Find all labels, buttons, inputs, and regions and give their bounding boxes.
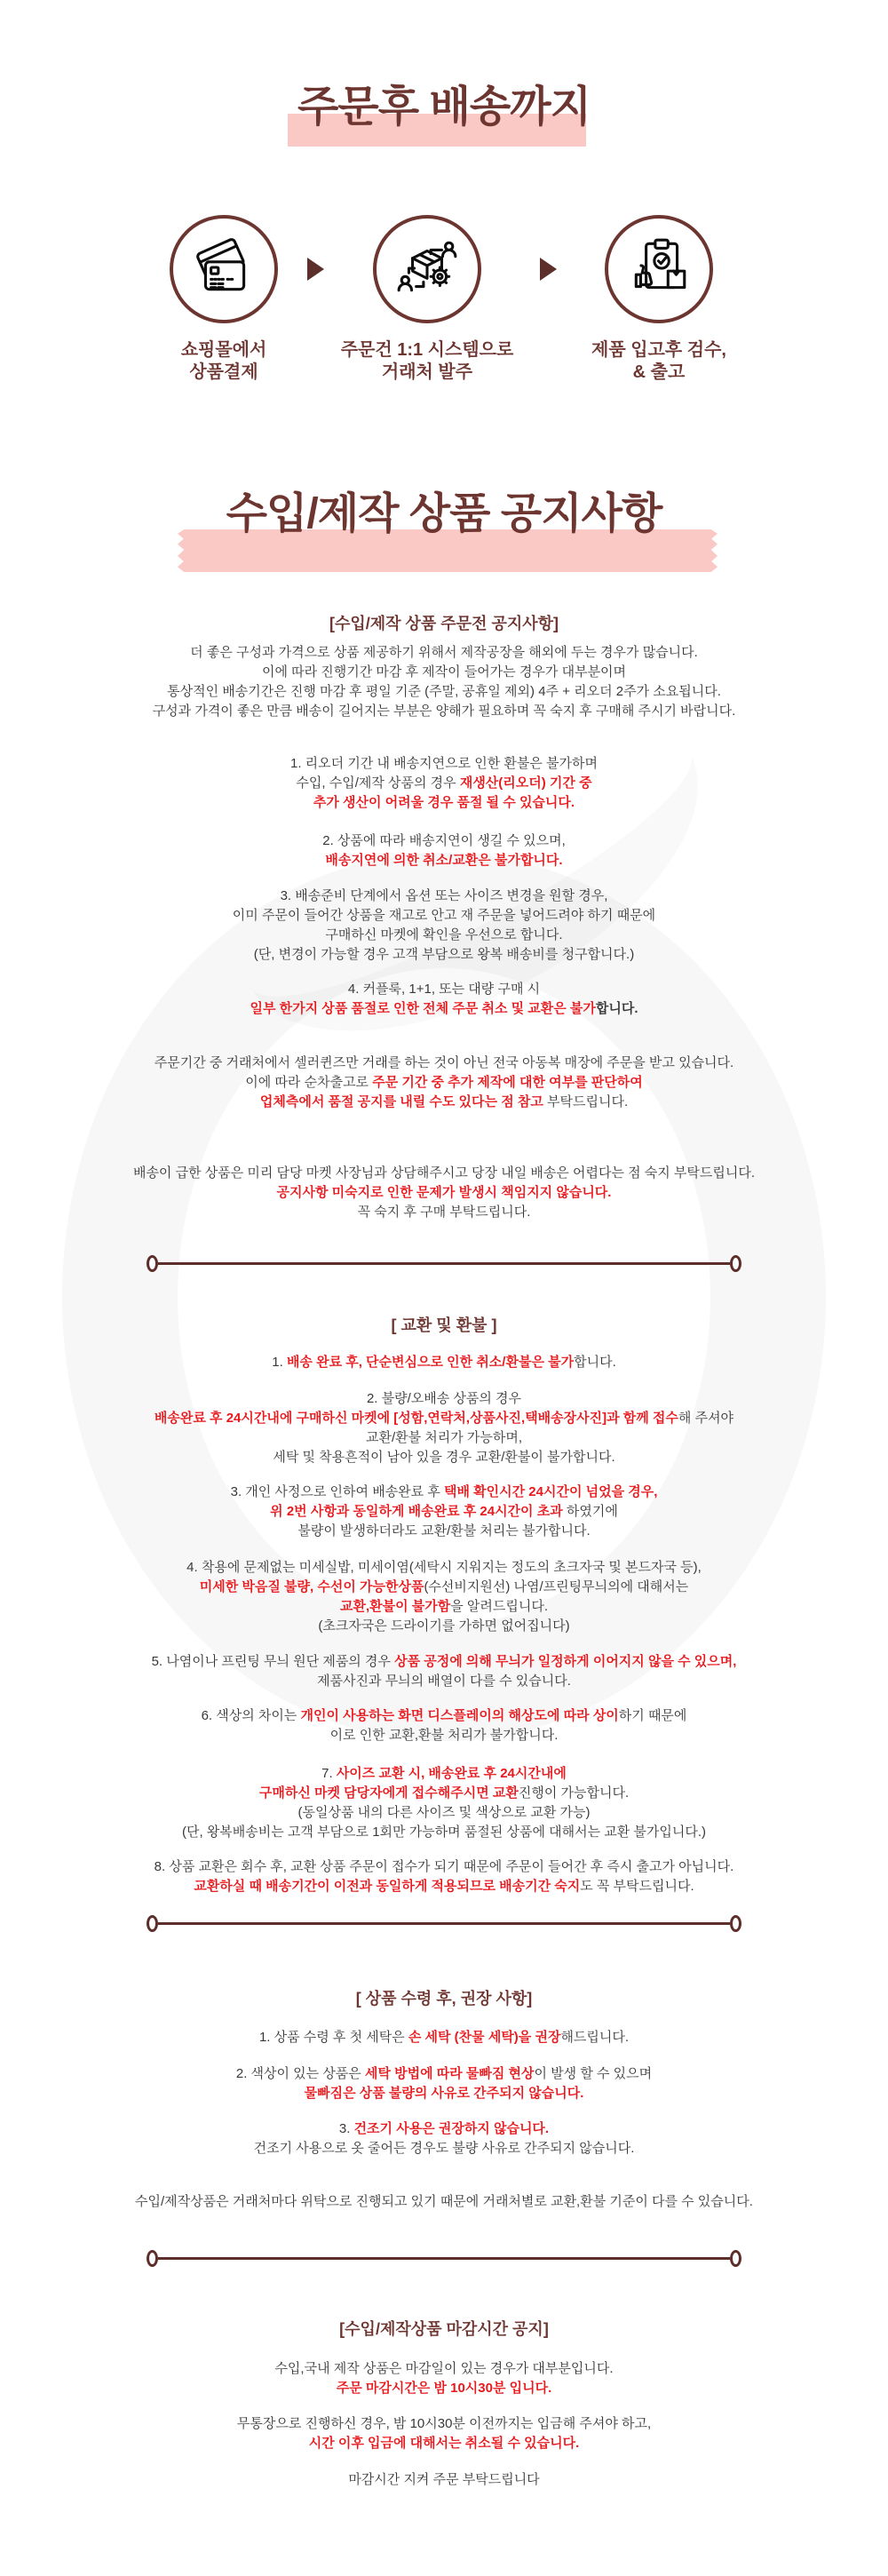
text-line — [0, 1784, 888, 1803]
text-segment: (동일상품 내의 다른 사이즈 및 색상으로 교환 가능) — [297, 1805, 591, 1820]
text-segment: 제품사진과 무늬의 배열이 다를 수 있습니다. — [317, 1674, 571, 1689]
text-line — [0, 1428, 888, 1448]
emphasis-text: 배송 완료 후, 단순변심으로 인한 취소/환불은 불가 — [286, 1355, 575, 1370]
text-line — [0, 2470, 888, 2490]
emphasis-text: 교환하실 때 배송기간이 이전과 동일하게 적용되므로 배송기간 숙지 — [194, 1879, 581, 1894]
emphasis-text: 주문 기간 중 추가 제작에 대한 여부를 판단하여 — [372, 1075, 643, 1090]
emphasis-text: 상품 공정에 의해 무늬가 일정하게 이어지지 않을 수 있으며, — [394, 1654, 737, 1669]
exchange-item-2 — [0, 1389, 888, 1467]
text-segment: 수입/제작상품은 거래처마다 위탁으로 진행되고 있기 때문에 거래처별로 교환,환불 기준이 다를 수 있습니다. — [135, 2194, 753, 2209]
divider-line — [158, 2257, 730, 2260]
care-item-1 — [0, 2028, 888, 2047]
deadline-note-1 — [0, 2359, 888, 2398]
text-line — [0, 1389, 888, 1409]
text-segment: 부탁드립니다. — [543, 1094, 629, 1109]
emphasis-text: 주문 마감시간은 밤 10시30분 입니다. — [336, 2381, 552, 2396]
pre-order-item-1 — [0, 754, 888, 813]
text-line — [0, 1093, 888, 1112]
emphasis-text: 사이즈 교환 시, 배송완료 후 24시간내에 — [336, 1766, 567, 1781]
text-segment: (단, 왕복배송비는 고객 부담으로 1회만 가능하며 품절된 상품에 대해서는 교환 불가입니다.) — [182, 1825, 706, 1840]
text-segment: 이미 주문이 들어간 상품을 재고로 안고 재 주문을 넣어드려야 하기 때문에 — [232, 908, 656, 923]
text-segment: 2. 불량/오배송 상품의 경우 — [366, 1391, 522, 1406]
emphasis-text: 구매하신 마켓 담당자에게 접수해주시면 교환 — [258, 1785, 519, 1801]
text-segment: 통상적인 배송기간은 진행 마감 후 평일 기준 (주말, 공휴일 제외) 4주 + 리오더 2주가 소요됩니다. — [167, 684, 721, 699]
text-segment: 구성과 가격이 좋은 만큼 배송이 길어지는 부분은 양해가 필요하며 꼭 숙지 후 구매해 주시기 바랍니다. — [152, 704, 736, 719]
text-segment: 1. 리오더 기간 내 배송지연으로 인한 환불은 불가하며 — [290, 756, 598, 771]
deadline-header: [수입/제작상품 마감시간 공지] — [339, 2320, 549, 2338]
exchange-refund-header: [ 교환 및 환불 ] — [391, 1316, 497, 1334]
text-line — [0, 1823, 888, 1842]
text-segment: 4. 커플룩, 1+1, 또는 대량 구매 시 — [347, 982, 541, 997]
caption-line: 상품결제 — [189, 362, 258, 382]
text-line — [0, 1483, 888, 1502]
section-divider — [147, 1254, 741, 1272]
text-line — [0, 2379, 888, 2398]
text-line — [0, 2028, 888, 2047]
section-divider — [147, 2249, 741, 2267]
text-line — [0, 682, 888, 702]
text-line — [0, 1726, 888, 1745]
text-line — [0, 1164, 888, 1183]
text-line — [0, 2139, 888, 2159]
text-segment: (단, 변경이 가능할 경우 고객 부담으로 왕복 배송비를 청구합니다.) — [253, 947, 635, 962]
divider-ring-icon — [147, 1915, 158, 1932]
text-segment: 이에 따라 순차출고로 — [245, 1075, 373, 1090]
emphasis-text: 배송완료 후 24시간내에 구매하신 마켓에 [성함,연락처,상품사진,택배송장사진]과 함께 접수 — [154, 1411, 678, 1426]
exchange-item-8 — [0, 1857, 888, 1896]
deadline-note-3 — [0, 2470, 888, 2490]
divider-ring-icon — [147, 2250, 158, 2267]
text-line — [0, 1597, 888, 1617]
caption-line: & 출고 — [632, 362, 686, 382]
caption-line: 주문건 1:1 시스템으로 — [340, 340, 514, 360]
text-line — [0, 2064, 888, 2084]
caption-line: 제품 입고후 검수, — [591, 340, 726, 360]
text-line — [0, 643, 888, 663]
text-line — [0, 906, 888, 926]
text-segment: 세탁 및 착용흔적이 남아 있을 경우 교환/환불이 불가합니다. — [273, 1450, 615, 1465]
text-line — [0, 1877, 888, 1896]
text-line — [0, 1857, 888, 1877]
text-segment: 수입,국내 제작 상품은 마감일이 있는 경우가 대부분입니다. — [274, 2361, 614, 2376]
text-line — [0, 999, 888, 1019]
text-line — [0, 1617, 888, 1636]
text-line — [0, 945, 888, 965]
emphasis-text: 개인이 사용하는 화면 디스플레이의 해상도에 따라 상이 — [300, 1708, 619, 1723]
text-line — [0, 1672, 888, 1691]
text-segment: 건조기 사용으로 옷 줄어든 경우도 불량 사유로 간주되지 않습니다. — [253, 2141, 635, 2156]
care-item-3 — [0, 2119, 888, 2159]
text-line — [0, 886, 888, 906]
text-segment: 불량이 발생하더라도 교환/환불 처리는 불가합니다. — [297, 1523, 591, 1538]
text-line — [0, 754, 888, 774]
text-segment: 4. 착용에 문제없는 미세실밥, 미세이염(세탁시 지워지는 정도의 초크자국 및 본드자국 등), — [186, 1560, 702, 1575]
text-line — [0, 1353, 888, 1372]
text-line — [0, 793, 888, 813]
emphasis-text: 손 세탁 (찬물 세탁)을 권장 — [408, 2030, 561, 2045]
emphasis-text: 추가 생산이 어려울 경우 품절 될 수 있습니다. — [313, 795, 575, 810]
emphasis-text: 재생산(리오더) 기간 중 — [459, 775, 592, 791]
exchange-item-7 — [0, 1764, 888, 1842]
emphasis-text: 시간 이후 입금에 대해서는 취소될 수 있습니다. — [308, 2436, 580, 2451]
text-line — [0, 1073, 888, 1093]
emphasis-text: 교환,환불이 불가함 — [339, 1599, 451, 1614]
divider-line — [158, 1922, 730, 1925]
text-segment: 구매하신 마켓에 확인을 우선으로 합니다. — [325, 927, 563, 942]
text-segment: 5. 나염이나 프린팅 무늬 원단 제품의 경우 — [151, 1654, 395, 1669]
pre-order-item-2 — [0, 831, 888, 871]
text-line — [0, 2359, 888, 2379]
text-segment: 합니다. — [595, 1001, 638, 1016]
section-divider — [147, 1914, 741, 1932]
text-segment: 3. — [338, 2121, 354, 2136]
text-line — [0, 980, 888, 999]
after-receipt-header: [ 상품 수령 후, 권장 사항] — [355, 1990, 533, 2008]
text-line — [0, 1183, 888, 1203]
text-line — [0, 831, 888, 851]
text-segment: 2. 색상이 있는 상품은 — [235, 2066, 365, 2081]
exchange-item-5 — [0, 1652, 888, 1691]
text-line — [0, 1203, 888, 1222]
emphasis-text: 택배 확인시간 24시간이 넘었을 경우, — [444, 1484, 658, 1499]
text-line — [0, 1409, 888, 1428]
text-segment: 7. — [321, 1766, 337, 1781]
text-line — [0, 2192, 888, 2212]
text-line — [0, 1522, 888, 1541]
order-period-note — [0, 1053, 888, 1112]
text-line — [0, 851, 888, 871]
text-segment: 3. 개인 사정으로 인하여 배송완료 후 — [230, 1484, 444, 1499]
text-line — [0, 1448, 888, 1467]
divider-ring-icon — [147, 1255, 158, 1272]
emphasis-text: 공지사항 미숙지로 인한 문제가 발생시 책임지지 않습니다. — [276, 1185, 612, 1200]
text-segment: 도 꼭 부탁드립니다. — [580, 1879, 694, 1894]
page-title: 주문후 배송까지 — [297, 83, 591, 131]
emphasis-text: 위 2번 사항과 동일하게 배송완료 후 24시간이 초과 — [270, 1504, 563, 1519]
text-segment: 주문기간 중 거래처에서 셀러퀸즈만 거래를 하는 것이 아닌 전국 아동복 매장에 주문을 받고 있습니다. — [154, 1055, 734, 1070]
pre-order-header: [수입/제작 상품 주문전 공지사항] — [329, 615, 559, 632]
exchange-item-6 — [0, 1706, 888, 1745]
text-segment: 무통장으로 진행하신 경우, 밤 10시30분 이전까지는 입금해 주셔야 하고, — [236, 2416, 652, 2431]
care-item-2 — [0, 2064, 888, 2103]
emphasis-text: 물빠짐은 상품 불량의 사유로 간주되지 않습니다. — [304, 2086, 584, 2101]
emphasis-text: 건조기 사용은 권장하지 않습니다. — [353, 2121, 550, 2136]
caption-line: 쇼핑몰에서 — [180, 340, 267, 360]
pre-order-item-3 — [0, 886, 888, 965]
emphasis-text: 세탁 방법에 따라 물빠짐 현상 — [364, 2066, 535, 2081]
divider-ring-icon — [730, 1915, 741, 1932]
text-segment: 을 알려드립니다. — [450, 1599, 549, 1614]
text-line — [0, 1803, 888, 1823]
deadline-note-2 — [0, 2414, 888, 2453]
text-segment: 이로 인한 교환,환불 처리가 불가합니다. — [329, 1728, 559, 1743]
text-segment: 2. 상품에 따라 배송지연이 생길 수 있으며, — [322, 833, 566, 848]
text-line — [0, 1578, 888, 1597]
text-segment: 이 발생 할 수 있으며 — [534, 2066, 653, 2081]
text-line — [0, 1652, 888, 1672]
pre-order-item-4 — [0, 980, 888, 1019]
text-line — [0, 2434, 888, 2453]
text-segment: 배송이 급한 상품은 미리 담당 마켓 사장님과 상담해주시고 당장 내일 배송은 어렵다는 점 숙지 부탁드립니다. — [132, 1165, 756, 1181]
emphasis-text: 일부 한가지 상품 품절로 인한 전체 주문 취소 및 교환은 불가 — [250, 1001, 596, 1016]
text-segment: 3. 배송준비 단계에서 옵션 또는 사이즈 변경을 원할 경우, — [280, 888, 608, 903]
emphasis-text: 업체측에서 품절 공지를 내릴 수도 있다는 점 참고 — [259, 1094, 543, 1109]
text-segment: 하였기에 — [562, 1504, 618, 1519]
exchange-item-1 — [0, 1353, 888, 1372]
text-line — [0, 926, 888, 945]
text-segment: 합니다. — [574, 1355, 616, 1370]
text-line — [0, 702, 888, 721]
text-segment: 이에 따라 진행기간 마감 후 제작이 들어가는 경우가 대부분이며 — [261, 664, 627, 680]
text-segment: 하기 때문에 — [618, 1708, 687, 1723]
text-segment: 더 좋은 구성과 가격으로 상품 제공하기 위해서 제작공장을 해외에 두는 경우가 많습니다. — [190, 645, 698, 660]
text-segment: 해드립니다. — [560, 2030, 630, 2045]
text-segment: 꼭 숙지 후 구매 부탁드립니다. — [357, 1205, 531, 1220]
emphasis-text: 배송지연에 의한 취소/교환은 불가합니다. — [325, 853, 563, 868]
divider-line — [158, 1262, 730, 1265]
text-line — [0, 774, 888, 793]
pre-order-intro — [0, 643, 888, 721]
urgent-delivery-note — [0, 1164, 888, 1222]
text-segment: (수선비지원선) 나염/프린팅무늬의에 대해서는 — [424, 1579, 689, 1594]
exchange-item-3 — [0, 1483, 888, 1541]
text-line — [0, 2119, 888, 2139]
text-segment: 교환/환불 처리가 가능하며, — [365, 1430, 523, 1445]
text-line — [0, 1764, 888, 1784]
divider-ring-icon — [730, 1255, 741, 1272]
text-line — [0, 1053, 888, 1073]
text-segment: 6. 색상의 차이는 — [201, 1708, 301, 1723]
text-segment: (초크자국은 드라이기를 가하면 없어집니다) — [318, 1618, 570, 1634]
text-line — [0, 2084, 888, 2103]
emphasis-text: 미세한 박음질 불량, 수선이 가능한상품 — [199, 1579, 424, 1594]
divider-ring-icon — [730, 2250, 741, 2267]
text-segment: 1. — [272, 1355, 287, 1370]
text-line — [0, 1502, 888, 1522]
text-segment: 진행이 가능합니다. — [518, 1785, 630, 1801]
text-line — [0, 1558, 888, 1578]
text-line — [0, 663, 888, 682]
text-segment: 8. 상품 교환은 회수 후, 교환 상품 주문이 접수가 되기 때문에 주문이 들어간 후 즉시 출고가 아닙니다. — [154, 1859, 734, 1874]
consignment-note — [0, 2192, 888, 2212]
text-segment: 수입, 수입/제작 상품의 경우 — [296, 775, 460, 791]
exchange-item-4 — [0, 1558, 888, 1636]
text-segment: 1. 상품 수령 후 첫 세탁은 — [258, 2030, 408, 2045]
text-line — [0, 1706, 888, 1726]
caption-line: 거래처 발주 — [381, 362, 473, 382]
notice-section-title: 수입/제작 상품 공지사항 — [226, 490, 662, 537]
text-segment: 마감시간 지켜 주문 부탁드립니다 — [348, 2472, 540, 2487]
text-segment: 해 주셔야 — [678, 1411, 734, 1426]
text-line — [0, 2414, 888, 2434]
